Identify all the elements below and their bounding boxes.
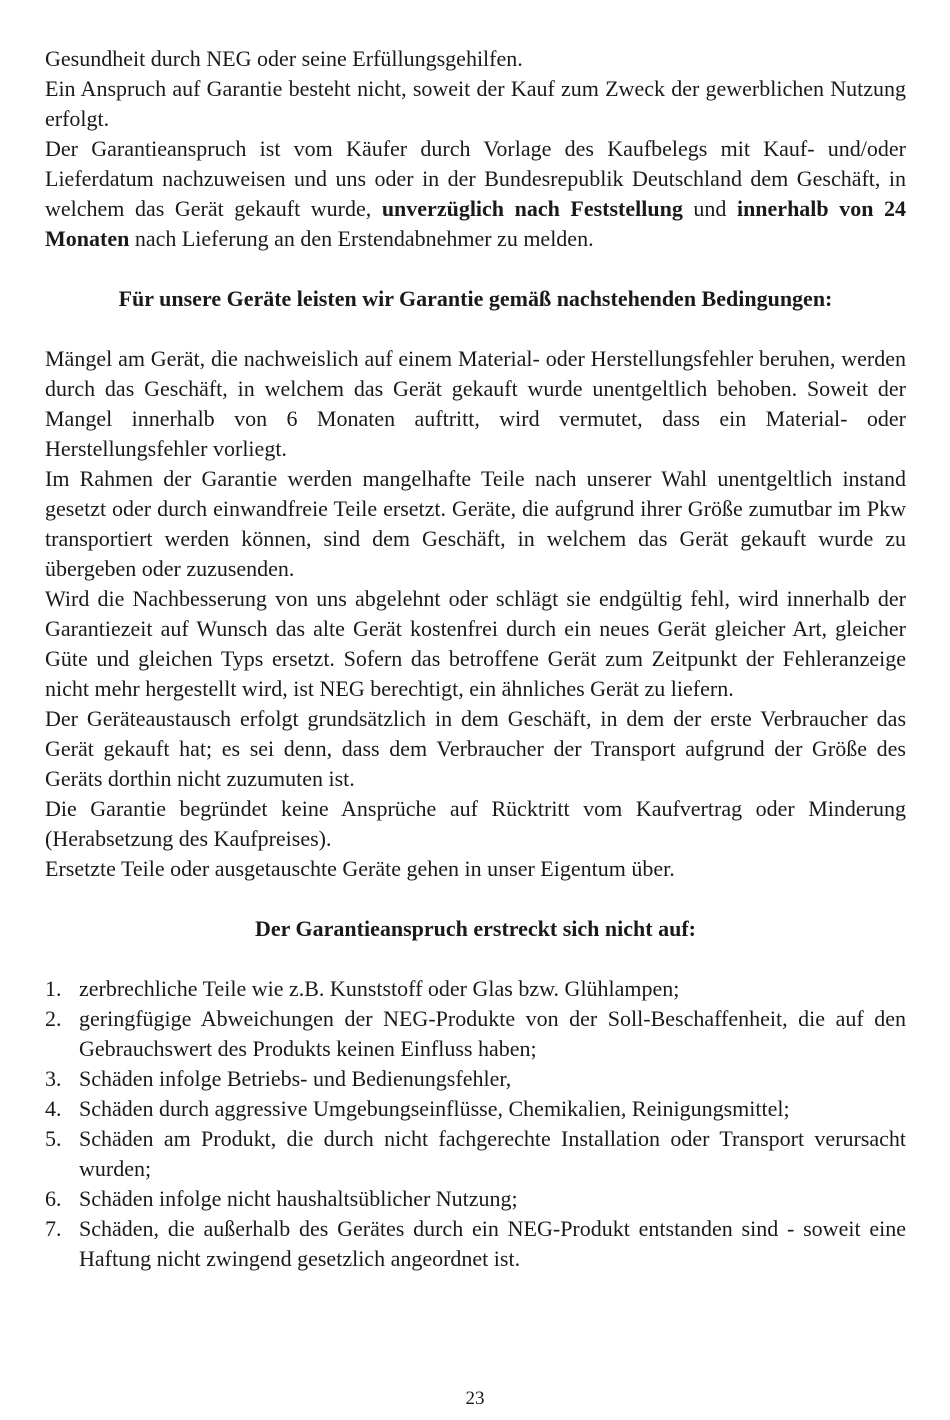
list-item bbox=[45, 1124, 906, 1184]
condition-paragraph: Die Garantie begründet keine Ansprüche auf Rücktritt vom Kaufvertrag oder Minderung (Herabsetzung des Kaufpreises). bbox=[45, 796, 906, 851]
list-item-number: 3. bbox=[45, 1066, 62, 1091]
condition-paragraph: Ersetzte Teile oder ausgetauschte Geräte gehen in unser Eigentum über. bbox=[45, 856, 675, 881]
list-item-text: Schäden infolge Betriebs- und Bedienungsfehler, bbox=[79, 1066, 512, 1091]
list-item-number: 7. bbox=[45, 1216, 62, 1241]
condition-paragraph: Wird die Nachbesserung von uns abgelehnt oder schlägt sie endgültig fehl, wird innerhalb der Garantiezeit auf Wunsch das alte Gerät kostenfrei durch ein neues Gerät gleicher Art, gleicher Güte und gleichen Typs ersetzt. Sofern das betroffene Gerät zum Zeitpunkt der Fehleranzeige nicht mehr hergestellt wird, ist NEG berechtigt, ein ähnliches Gerät zu liefern. bbox=[45, 586, 906, 701]
list-item-text: Schäden infolge nicht haushaltsüblicher Nutzung; bbox=[79, 1186, 518, 1211]
intro-text: Der Garantieanspruch ist vom Käufer durch Vorlage des Kaufbelegs mit Kauf- und/oder Lieferdatum nachzuweisen und uns oder in der Bundesrepublik Deutschland dem Geschäft, in welchem das Gerät gekauft wurde, bbox=[45, 136, 906, 221]
list-item-number: 2. bbox=[45, 1006, 62, 1031]
document-page bbox=[45, 44, 906, 1274]
section-heading-exclusions: Der Garantieanspruch erstreckt sich nicht auf: bbox=[255, 916, 696, 941]
section-heading-conditions: Für unsere Geräte leisten wir Garantie gemäß nachstehenden Bedingungen: bbox=[118, 286, 833, 311]
list-item-text: Schäden am Produkt, die durch nicht fachgerechte Installation oder Transport verursacht wurden; bbox=[79, 1126, 906, 1181]
list-item-number: 1. bbox=[45, 976, 62, 1001]
list-item bbox=[45, 1184, 906, 1214]
intro-paragraph-2: Ein Anspruch auf Garantie besteht nicht, soweit der Kauf zum Zweck der gewerblichen Nutzung erfolgt. bbox=[45, 76, 906, 131]
list-item-text: geringfügige Abweichungen der NEG-Produkte von der Soll-Beschaffenheit, die auf den Gebrauchswert des Produkts keinen Einfluss haben; bbox=[79, 1006, 906, 1061]
list-item-text: zerbrechliche Teile wie z.B. Kunststoff oder Glas bzw. Glühlampen; bbox=[79, 976, 680, 1001]
list-item-number: 6. bbox=[45, 1186, 62, 1211]
list-item bbox=[45, 1094, 906, 1124]
condition-paragraph: Der Geräteaustausch erfolgt grundsätzlich in dem Geschäft, in dem der erste Verbraucher das Gerät gekauft hat; es sei denn, dass dem Verbraucher der Transport aufgrund der Größe des Geräts dorthin nicht zuzumuten ist. bbox=[45, 706, 906, 791]
page-number: 23 bbox=[465, 1388, 485, 1409]
list-item bbox=[45, 974, 906, 1004]
list-item bbox=[45, 1064, 906, 1094]
condition-paragraph: Mängel am Gerät, die nachweislich auf einem Material- oder Herstellungsfehler beruhen, werden durch das Geschäft, in welchem das Gerät gekauft wurde unentgeltlich behoben. Soweit der Mangel innerhalb von 6 Monaten auftritt, wird vermutet, dass ein Material- oder Herstellungsfehler vorliegt. bbox=[45, 346, 906, 461]
list-item-number: 4. bbox=[45, 1096, 62, 1121]
exclusions-list bbox=[45, 974, 906, 1274]
intro-text: nach Lieferung an den Erstendabnehmer zu melden. bbox=[129, 226, 594, 251]
list-item bbox=[45, 1004, 906, 1064]
intro-paragraph-3 bbox=[45, 134, 906, 254]
emphasis-24-months: innerhalb von 24 Monaten bbox=[45, 196, 906, 251]
list-item-text: Schäden durch aggressive Umgebungseinflüsse, Chemikalien, Reinigungsmittel; bbox=[79, 1096, 790, 1121]
condition-paragraph: Im Rahmen der Garantie werden mangelhafte Teile nach unserer Wahl unentgeltlich instand gesetzt oder durch einwandfreie Teile ersetzt. Geräte, die aufgrund ihrer Größe zumutbar im Pkw transportiert werden können, sind dem Geschäft, in welchem das Gerät gekauft wurde zu übergeben oder zuzusenden. bbox=[45, 466, 906, 581]
list-item-text: Schäden, die außerhalb des Gerätes durch ein NEG-Produkt entstanden sind - soweit eine Haftung nicht zwingend gesetzlich angeordnet ist. bbox=[79, 1216, 906, 1271]
emphasis-immediately: unverzüglich nach Feststellung bbox=[381, 196, 683, 221]
intro-text: und bbox=[682, 196, 737, 221]
list-item-number: 5. bbox=[45, 1126, 62, 1151]
intro-paragraph-1: Gesundheit durch NEG oder seine Erfüllungsgehilfen. bbox=[45, 46, 523, 71]
list-item bbox=[45, 1214, 906, 1274]
